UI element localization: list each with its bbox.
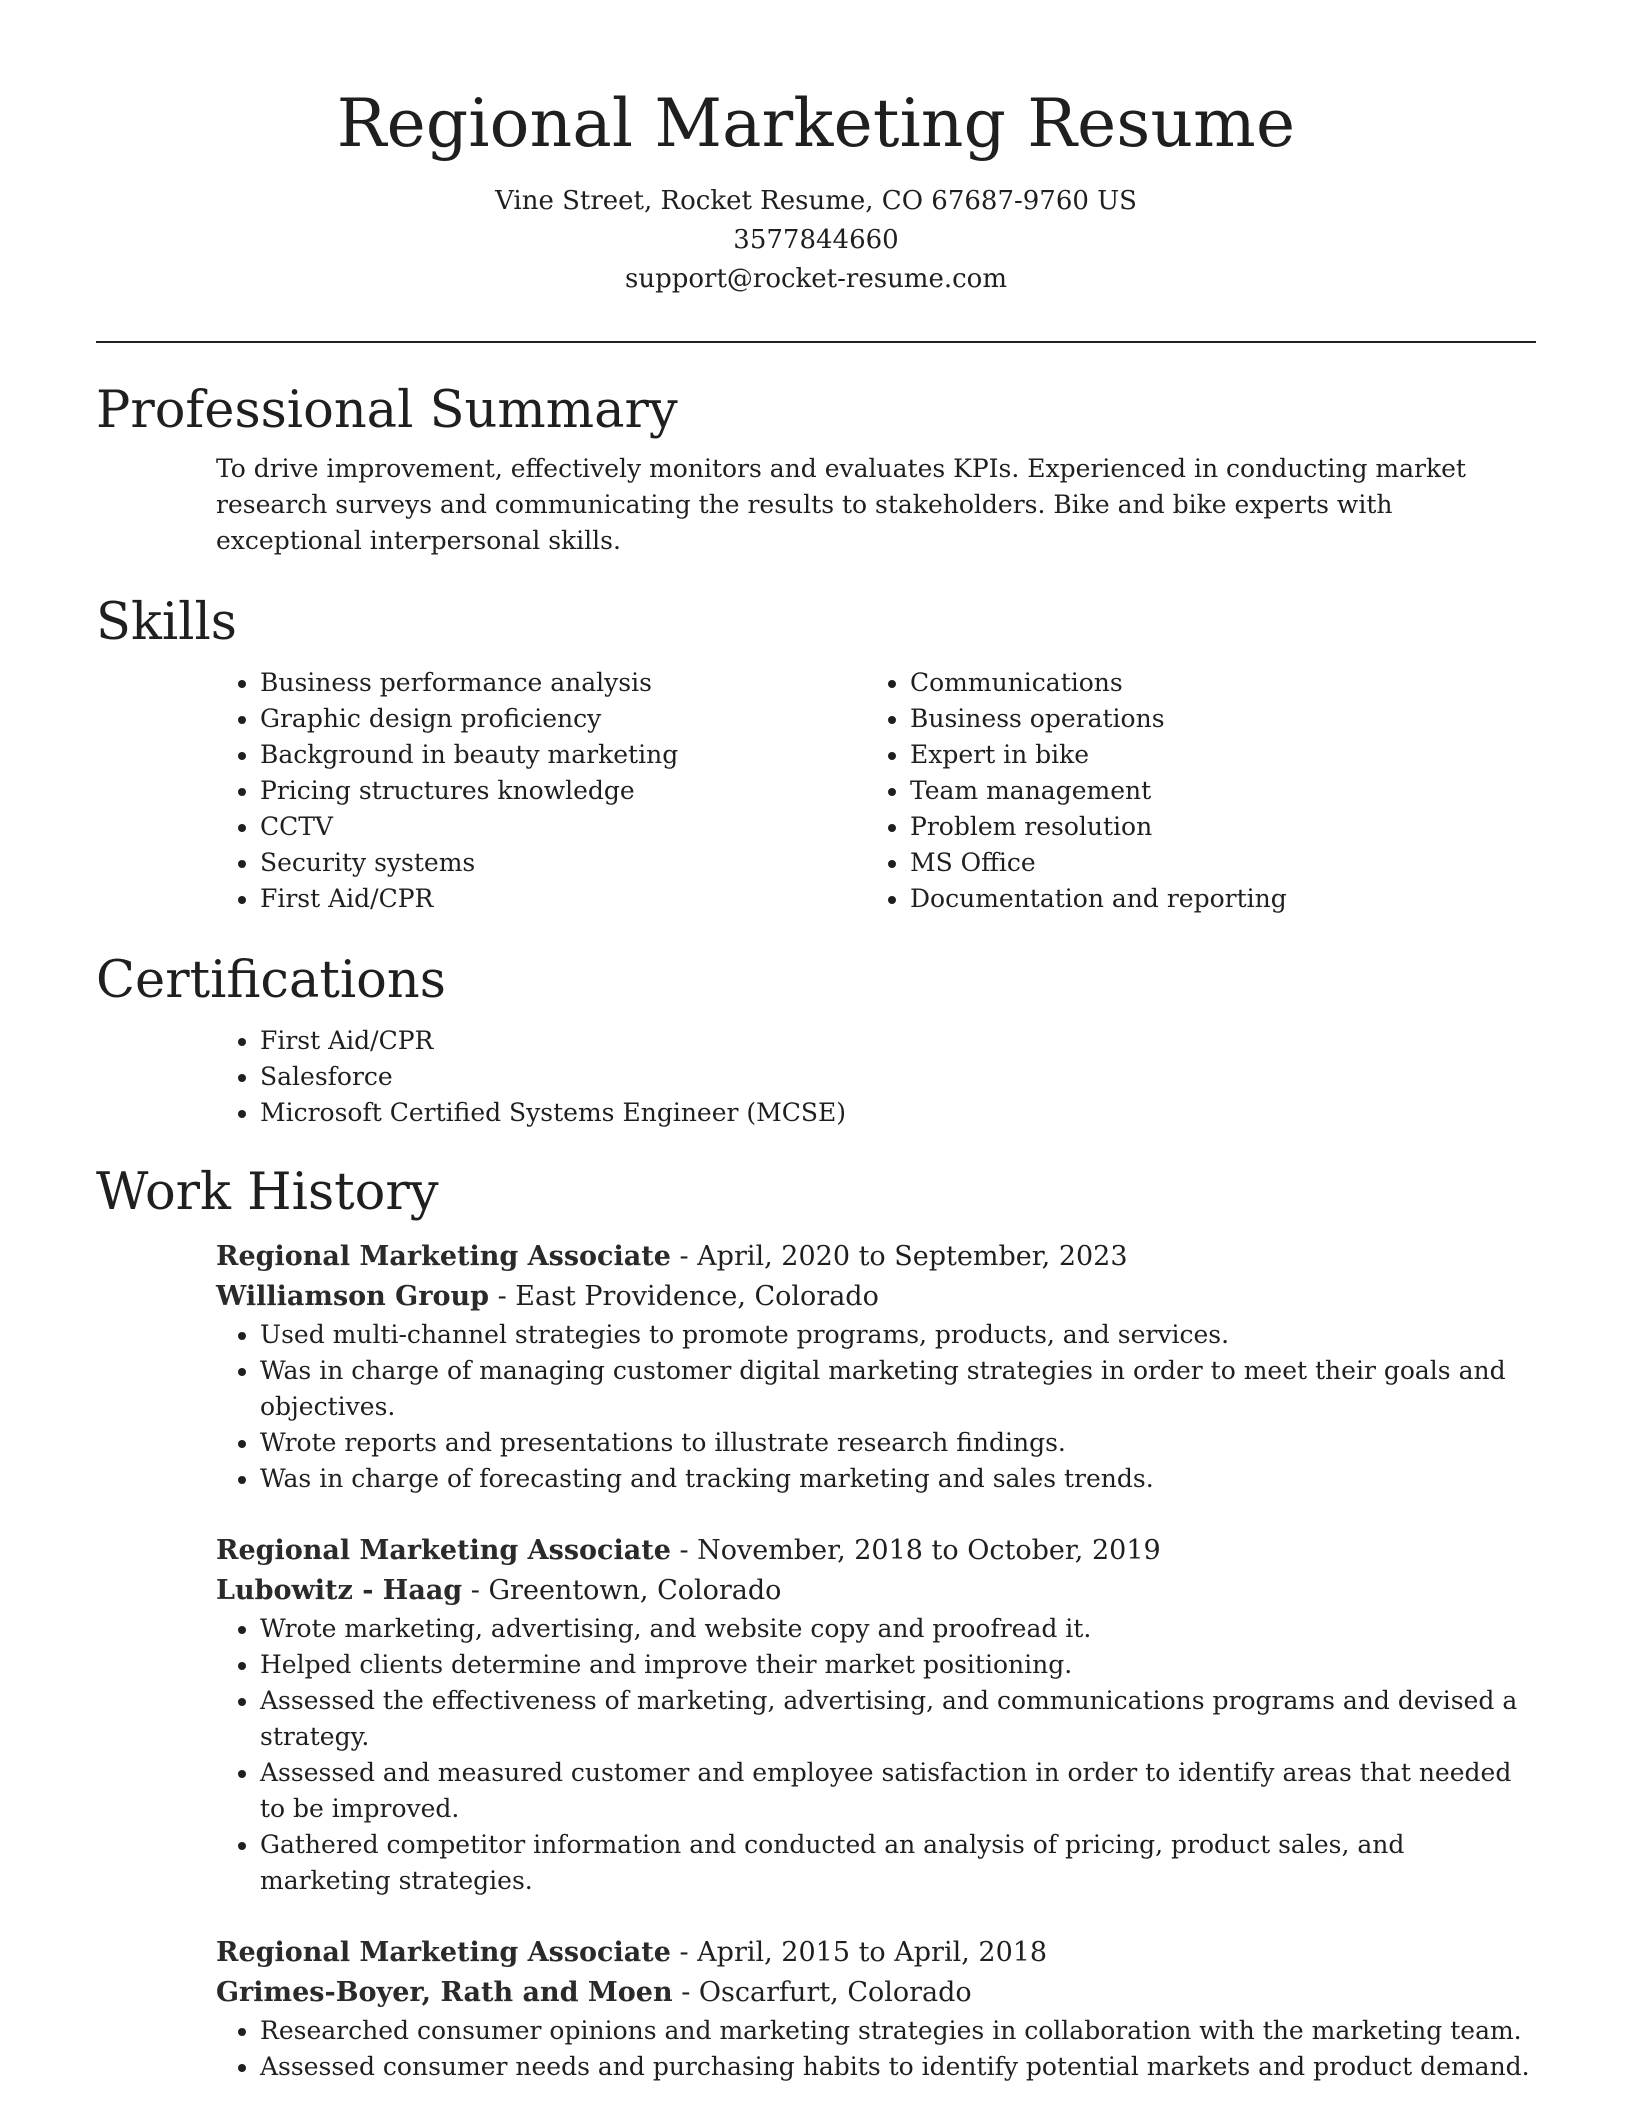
job-bullet: • Gathered competitor information and conducted an analysis of pricing, product sales, and marketing strategies. — [260, 1827, 1536, 1899]
job-dates: - April, 2015 to April, 2018 — [670, 1937, 1048, 1969]
job-bullet: • Researched consumer opinions and marketing strategies in collaboration with the marketing team. — [260, 2013, 1536, 2049]
job-bullet-list — [216, 2013, 1536, 2085]
job-bullet: • Assessed and measured customer and employee satisfaction in order to identify areas that needed to be improved. — [260, 1755, 1536, 1827]
summary-heading: Professional Summary — [96, 381, 678, 440]
job-company: Williamson Group — [216, 1281, 489, 1313]
skills-section — [96, 592, 1536, 917]
skills-list-right — [866, 665, 1516, 917]
certifications-heading: Certifications — [96, 951, 446, 1010]
certifications-list — [216, 1023, 1536, 1131]
job-bullet: • Wrote reports and presentations to illustrate research findings. — [260, 1425, 1536, 1461]
skill-item: • CCTV — [260, 809, 866, 845]
job-role: Regional Marketing Associate — [216, 1937, 671, 1969]
job-bullet: • Was in charge of forecasting and tracking marketing and sales trends. — [260, 1461, 1536, 1497]
job-company-line — [216, 1973, 1536, 2013]
skill-item: • Business performance analysis — [260, 665, 866, 701]
skill-item: • Security systems — [260, 845, 866, 881]
certifications-body — [216, 1023, 1536, 1131]
job-title-line — [216, 1933, 1536, 1973]
skill-item: • Problem resolution — [910, 809, 1516, 845]
job-company-line — [216, 1571, 1536, 1611]
job-role: Regional Marketing Associate — [216, 1241, 671, 1273]
skills-column-left — [216, 665, 866, 917]
job-title-line — [216, 1237, 1536, 1277]
skill-item: • Expert in bike — [910, 737, 1516, 773]
job-location: - Oscarfurt, Colorado — [672, 1977, 972, 2009]
contact-address: Vine Street, Rocket Resume, CO 67687-9760 US — [495, 185, 1137, 216]
skills-grid — [216, 665, 1536, 917]
job-company: Lubowitz - Haag — [216, 1575, 463, 1607]
job-title-line — [216, 1531, 1536, 1571]
skill-item: • Pricing structures knowledge — [260, 773, 866, 809]
job-bullet: • Used multi-channel strategies to promote programs, products, and services. — [260, 1317, 1536, 1353]
skill-item: • Background in beauty marketing — [260, 737, 866, 773]
skill-item: • MS Office — [910, 845, 1516, 881]
job-entry — [216, 1237, 1536, 1497]
contact-phone: 3577844660 — [733, 224, 899, 255]
job-bullet-list — [216, 1317, 1536, 1497]
contact-email: support@rocket-resume.com — [624, 263, 1007, 294]
certification-item: • Microsoft Certified Systems Engineer (MCSE) — [260, 1095, 1536, 1131]
header-divider — [96, 341, 1536, 343]
skill-item: • Graphic design proficiency — [260, 701, 866, 737]
skill-item: • First Aid/CPR — [260, 881, 866, 917]
skill-item: • Communications — [910, 665, 1516, 701]
job-bullet-list — [216, 1611, 1536, 1899]
summary-text: To drive improvement, effectively monitors and evaluates KPIs. Experienced in conducting market research surveys and communicating the results to stakeholders. Bike and bike experts with exceptional interpersonal skills. — [216, 454, 1466, 556]
certification-item: • Salesforce — [260, 1059, 1536, 1095]
resume-header — [0, 0, 1632, 299]
skills-list-left — [216, 665, 866, 917]
job-entry — [216, 1933, 1536, 2085]
job-company: Grimes-Boyer, Rath and Moen — [216, 1977, 673, 2009]
work-history-heading: Work History — [96, 1163, 439, 1222]
job-location: - East Providence, Colorado — [488, 1281, 879, 1313]
job-bullet: • Was in charge of managing customer digital marketing strategies in order to meet their goals and objectives. — [260, 1353, 1536, 1425]
skill-item: • Business operations — [910, 701, 1516, 737]
job-bullet: • Helped clients determine and improve their market positioning. — [260, 1647, 1536, 1683]
job-bullet: • Assessed the effectiveness of marketing, advertising, and communications programs and devised a strategy. — [260, 1683, 1536, 1755]
jobs-container — [96, 1237, 1536, 2085]
job-dates: - April, 2020 to September, 2023 — [670, 1241, 1128, 1273]
skills-column-right — [866, 665, 1516, 917]
job-location: - Greentown, Colorado — [462, 1575, 782, 1607]
job-role: Regional Marketing Associate — [216, 1535, 671, 1567]
skills-heading: Skills — [96, 593, 237, 652]
certifications-section — [96, 950, 1536, 1131]
summary-section — [96, 380, 1536, 559]
resume-title: Regional Marketing Resume — [336, 85, 1296, 162]
job-bullet: • Assessed consumer needs and purchasing habits to identify potential markets and product demand. — [260, 2049, 1536, 2085]
job-company-line — [216, 1277, 1536, 1317]
skill-item: • Team management — [910, 773, 1516, 809]
work-history-section — [96, 1162, 1536, 2085]
job-bullet: • Wrote marketing, advertising, and website copy and proofread it. — [260, 1611, 1536, 1647]
job-entry — [216, 1531, 1536, 1899]
certification-item: • First Aid/CPR — [260, 1023, 1536, 1059]
job-dates: - November, 2018 to October, 2019 — [670, 1535, 1161, 1567]
contact-block — [0, 182, 1632, 299]
skill-item: • Documentation and reporting — [910, 881, 1516, 917]
